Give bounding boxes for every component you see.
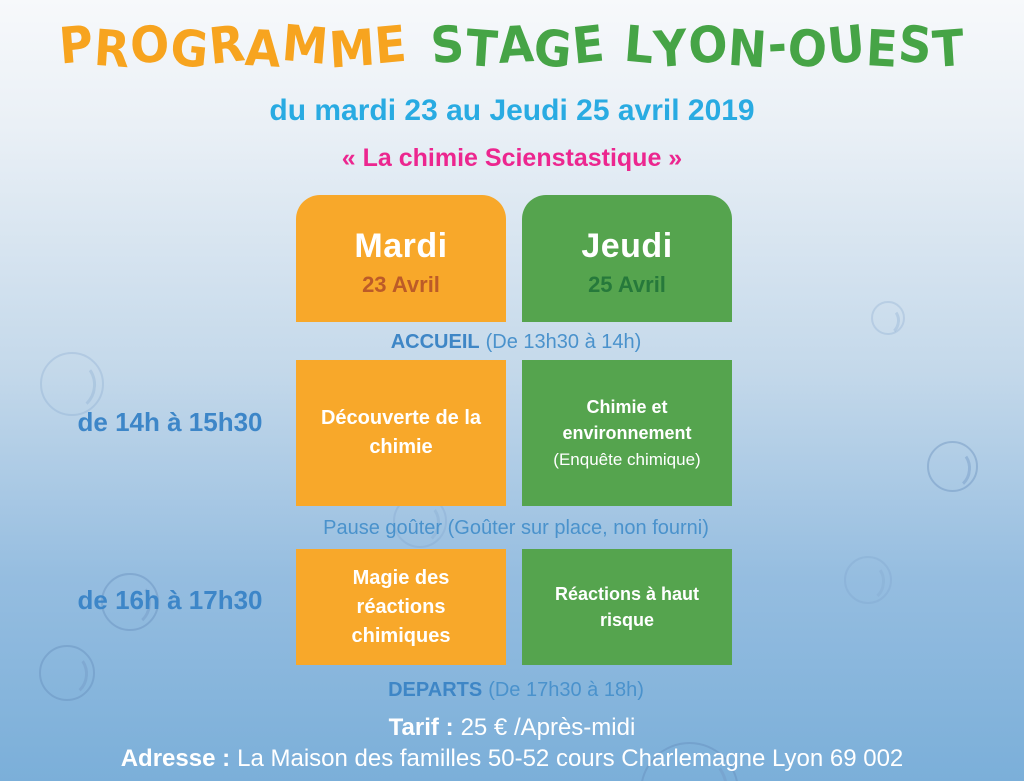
accueil-label: ACCUEIL — [390, 331, 480, 353]
title-programme: PROGRAMME — [56, 13, 410, 81]
column-header-jeudi — [522, 195, 732, 322]
bubble-icon — [871, 301, 905, 335]
pause-line: Pause goûter (Goûter sur place, non fourni) — [323, 517, 709, 539]
bubble-icon — [844, 556, 892, 604]
day-name: Jeudi — [581, 227, 673, 265]
activity-line: Chimie et environnement — [562, 396, 692, 443]
activity-subline: (Enquête chimique) — [553, 449, 701, 469]
activity-jeudi-slot1 — [522, 360, 732, 506]
date-range-subtitle: du mardi 23 au Jeudi 25 avril 2019 — [269, 94, 755, 127]
activity-mardi-slot1 — [296, 360, 506, 506]
tarif-label: Tarif : — [388, 714, 454, 741]
adresse-label: Adresse : — [120, 745, 231, 772]
bubble-icon — [39, 645, 95, 701]
activity-line: Découverte de la — [320, 407, 482, 429]
tarif-value: 25 € /Après-midi — [460, 714, 636, 741]
bubble-icon — [927, 441, 978, 492]
title-stage-lyon-ouest: STAGE LYON-OUEST — [429, 13, 967, 81]
accueil-line — [146, 331, 886, 354]
departs-line — [146, 679, 886, 702]
day-date: 25 Avril — [588, 272, 666, 297]
activity-jeudi-slot2 — [522, 549, 732, 665]
adresse-value: La Maison des familles 50-52 cours Charlemagne Lyon 69 002 — [237, 745, 904, 772]
departs-time: (De 17h30 à 18h) — [488, 679, 644, 701]
timeslot-1-label: de 14h à 15h30 — [77, 407, 263, 437]
tarif-line — [0, 714, 1024, 742]
day-date: 23 Avril — [362, 272, 440, 297]
adresse-line — [0, 745, 1024, 773]
page-title — [41, 13, 983, 81]
activity-line: chimiques — [351, 624, 451, 647]
activity-line: Réactions à haut risque — [554, 583, 700, 630]
column-header-mardi — [296, 195, 506, 322]
activity-line: Magie des réactions — [352, 566, 450, 618]
departs-label: DEPARTS — [388, 679, 483, 701]
theme-title: « La chimie Scienstastique » — [341, 144, 683, 172]
timeslot-2-label: de 16h à 17h30 — [77, 585, 263, 615]
accueil-time: (De 13h30 à 14h) — [485, 331, 642, 353]
activity-mardi-slot2 — [296, 549, 506, 665]
activity-line: chimie — [369, 436, 433, 458]
day-name: Mardi — [354, 227, 448, 265]
